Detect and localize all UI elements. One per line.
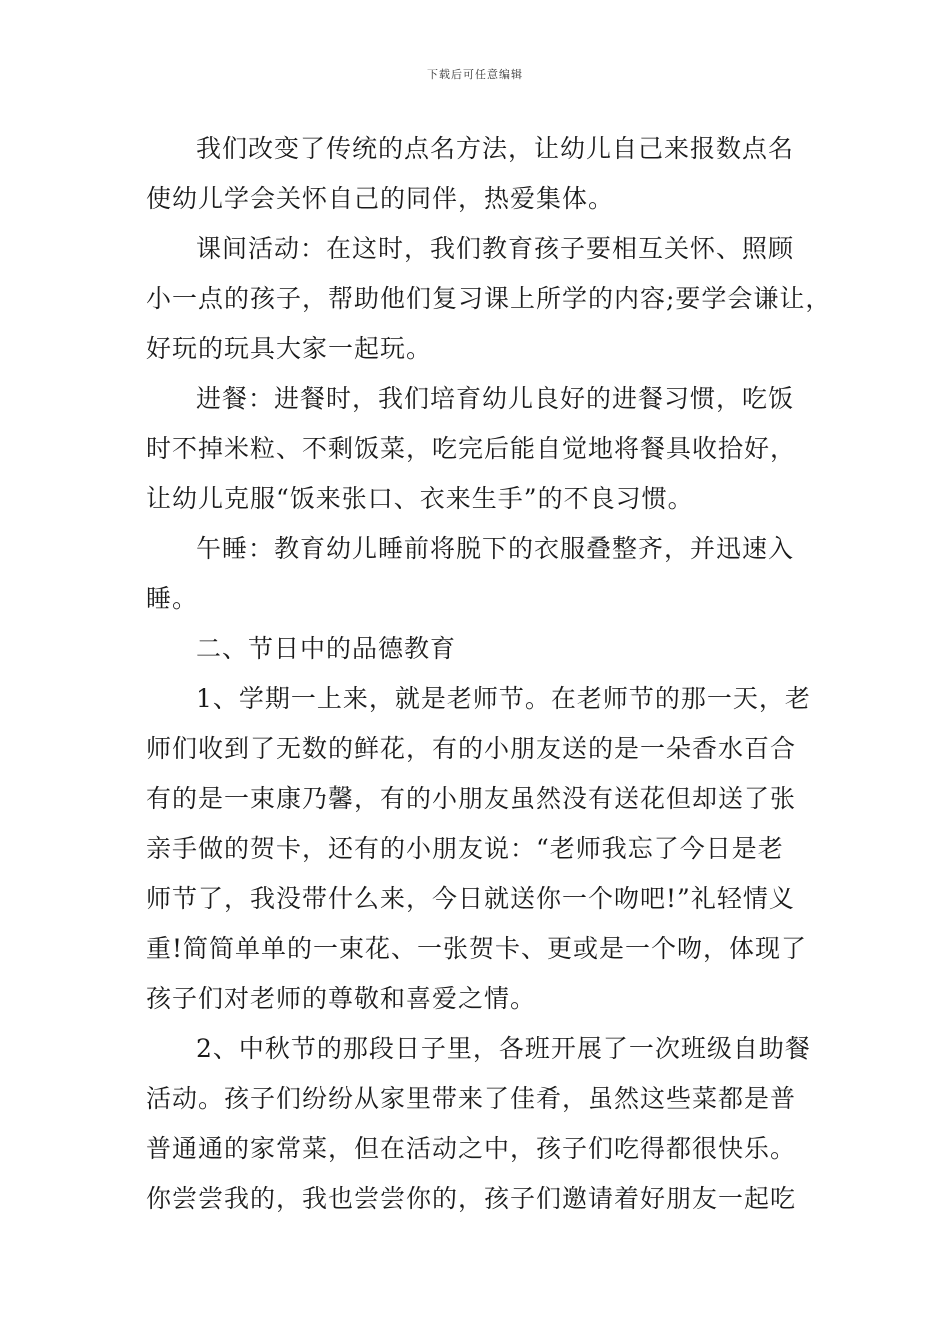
text-line: 好玩的玩具大家一起玩。 (146, 334, 433, 363)
text-line: 进餐：进餐时，我们培育幼儿良好的进餐习惯，吃饭 (196, 384, 795, 413)
text-line: 午睡：教育幼儿睡前将脱下的衣服叠整齐，并迅速入 (196, 534, 795, 563)
text-line: 2、中秋节的那段日子里，各班开展了一次班级自助餐 (196, 1034, 811, 1063)
text-line: 普通通的家常菜，但在活动之中，孩子们吃得都很快乐。 (146, 1134, 797, 1163)
text-line: 睡。 (146, 584, 199, 613)
text-line: 师节了，我没带什么来，今日就送你一个吻吧!”礼轻情义 (146, 884, 795, 913)
text-line: 有的是一束康乃馨，有的小朋友虽然没有送花但却送了张 (146, 784, 797, 813)
text-line: 师们收到了无数的鲜花，有的小朋友送的是一朵香水百合 (146, 734, 797, 763)
text-line: 时不掉米粒、不剩饭菜，吃完后能自觉地将餐具收拾好， (146, 434, 797, 463)
section-heading: 二、节日中的品德教育 (196, 634, 457, 663)
text-line: 活动。孩子们纷纷从家里带来了佳肴，虽然这些菜都是普 (146, 1084, 797, 1113)
text-line: 我们改变了传统的点名方法，让幼儿自己来报数点名 (196, 134, 795, 163)
text-line: 使幼儿学会关怀自己的同伴，热爱集体。 (146, 184, 615, 213)
text-line: 孩子们对老师的尊敬和喜爱之情。 (146, 984, 537, 1013)
text-line: 1、学期一上来，就是老师节。在老师节的那一天，老 (196, 684, 811, 713)
page-header: 下载后可任意编辑 (427, 68, 523, 81)
text-line: 让幼儿克服“饭来张口、衣来生手”的不良习惯。 (146, 484, 694, 513)
text-line: 小一点的孩子，帮助他们复习课上所学的内容;要学会谦让， (146, 284, 832, 313)
text-line: 亲手做的贺卡，还有的小朋友说：“老师我忘了今日是老 (146, 834, 784, 863)
text-line: 课间活动：在这时，我们教育孩子要相互关怀、照顾 (196, 234, 795, 263)
text-line: 重!简简单单的一束花、一张贺卡、更或是一个吻，体现了 (146, 934, 808, 963)
text-line: 你尝尝我的，我也尝尝你的，孩子们邀请着好朋友一起吃 (146, 1184, 797, 1213)
